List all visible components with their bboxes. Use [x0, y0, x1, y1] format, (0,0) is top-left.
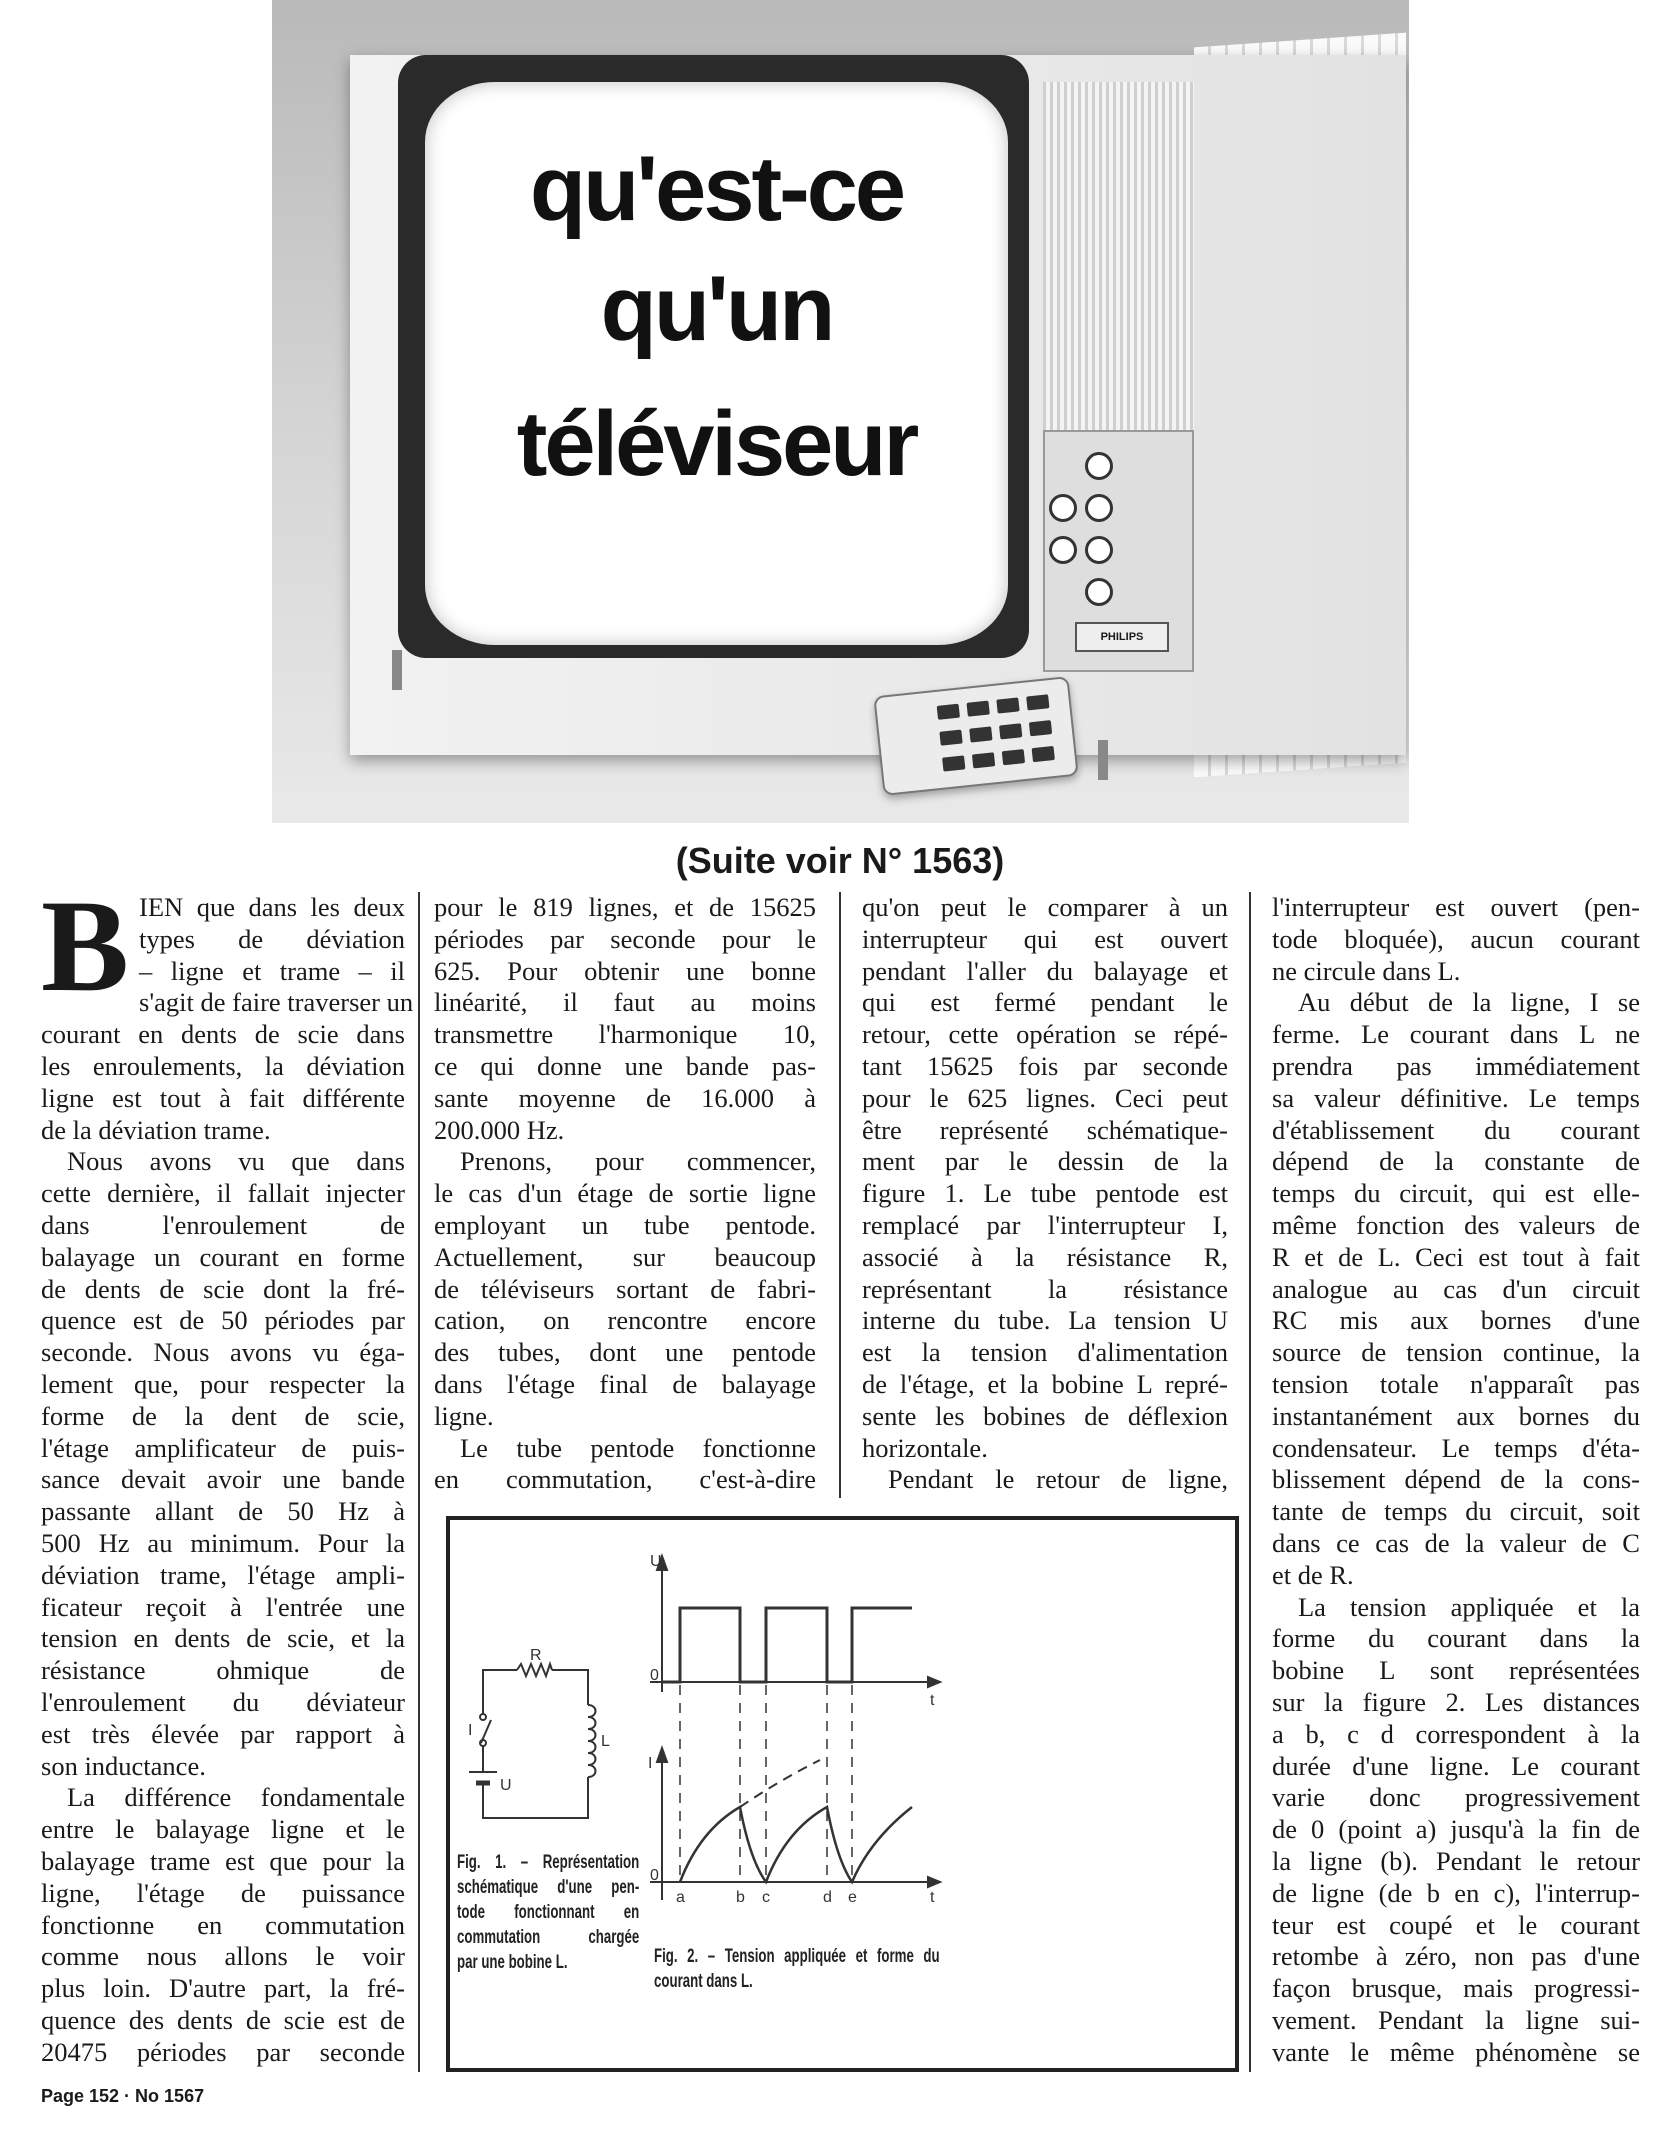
fig2-guides	[680, 1685, 852, 1880]
text-line: ficateur reçoit à l'entrée une	[41, 1591, 405, 1622]
text-line: analogue au cas d'un circuit	[1272, 1273, 1640, 1304]
text-line: Le tube pentode fonctionne	[460, 1432, 816, 1463]
text-line: est la tension d'alimentation	[862, 1337, 1228, 1368]
inductor-icon	[588, 1705, 596, 1777]
article-title-line: téléviseur	[516, 393, 917, 495]
arrow-icon	[657, 1748, 667, 1762]
text-line: remplacé par l'interrupteur I,	[862, 1209, 1228, 1240]
text-line: balayage un courant en forme	[41, 1241, 405, 1272]
text-line: types de déviation	[139, 923, 405, 954]
text-line: comme nous allons le voir	[41, 1941, 405, 1972]
wire	[483, 1670, 517, 1714]
text-line: associé à la résistance R,	[862, 1241, 1228, 1272]
caption-line: Fig. 1. – Représentation	[457, 1851, 640, 1873]
text-line: façon brusque, mais progressi-	[1272, 1973, 1640, 2004]
label-U: U	[500, 1777, 512, 1794]
zero-label: 0	[650, 1867, 659, 1884]
text-line: des tubes, dont une pentode	[434, 1337, 816, 1368]
current-sawtooth	[680, 1807, 912, 1882]
text-line: teur est coupé et le courant	[1272, 1909, 1640, 1940]
text-line: l'étage amplificateur de puis-	[41, 1432, 405, 1463]
text-line: interrupteur qui est ouvert	[862, 923, 1228, 954]
figure-1-caption	[457, 1850, 642, 1975]
text-line: pendant l'aller du balayage et	[862, 955, 1228, 986]
point-b: b	[736, 1889, 745, 1906]
text-line: les enroulements, la déviation	[41, 1050, 405, 1081]
text-line: ligne.	[434, 1400, 494, 1431]
text-line: sa valeur définitive. Le temps	[1272, 1082, 1640, 1113]
text-line: figure 1. Le tube pentode est	[862, 1178, 1228, 1209]
text-line: instantanément aux bornes du	[1272, 1400, 1640, 1431]
text-line: cette dernière, il fallait injecter	[41, 1178, 405, 1209]
text-line: quence est de 50 périodes par	[41, 1305, 405, 1336]
text-line: de téléviseurs sortant de fabri-	[434, 1273, 816, 1304]
zero-label: 0	[650, 1667, 659, 1684]
text-line: vement. Pendant la ligne sui-	[1272, 2004, 1640, 2035]
resistor-icon	[517, 1664, 552, 1676]
text-line: de l'étage, et la bobine L repré-	[862, 1368, 1228, 1399]
text-line: sance devait avoir une bande	[41, 1464, 405, 1495]
caption-line: par une bobine L.	[457, 1951, 568, 1973]
article-title-line: qu'est-ce	[529, 138, 904, 240]
text-line: condensateur. Le temps d'éta-	[1272, 1432, 1640, 1463]
text-line: représentant la résistance	[862, 1273, 1228, 1304]
text-line: 500 Hz au minimum. Pour la	[41, 1527, 405, 1558]
text-line: R et de L. Ceci est tout à fait	[1272, 1241, 1640, 1272]
text-line: plus loin. D'autre part, la fré-	[41, 1973, 405, 2004]
text-line: varie donc progressivement	[1272, 1782, 1640, 1813]
text-line: sante moyenne de 16.000 à	[434, 1082, 816, 1113]
text-line: horizontale.	[862, 1432, 988, 1463]
text-line: même fonction des valeurs de	[1272, 1209, 1640, 1240]
text-line: cation, on rencontre encore	[434, 1305, 816, 1336]
text-line: La tension appliquée et la	[1298, 1591, 1640, 1622]
text-line: tant 15625 fois par seconde	[862, 1050, 1228, 1081]
text-line: dans l'enroulement de	[41, 1209, 405, 1240]
axis-label-U: U	[650, 1553, 662, 1570]
caption-line: tode fonctionnant en	[457, 1901, 640, 1923]
text-line: la ligne (b). Pendant le retour	[1272, 1845, 1640, 1876]
text-line: l'interrupteur est ouvert (pen-	[1272, 892, 1640, 922]
text-line: ment par le dessin de la	[862, 1146, 1228, 1177]
point-e: e	[848, 1889, 857, 1906]
fig1-circuit	[469, 1664, 596, 1818]
text-line: ce qui donne une bande pas-	[434, 1050, 816, 1081]
text-line: retour, cette opération se répé-	[862, 1019, 1228, 1050]
text-line: déviation trame, l'étage ampli-	[41, 1559, 405, 1590]
text-line: courant en dents de scie dans	[41, 1019, 405, 1050]
text-line: RC mis aux bornes d'une	[1272, 1305, 1640, 1336]
text-line: périodes par seconde pour le	[434, 923, 816, 954]
text-line: Actuellement, sur beaucoup	[434, 1241, 816, 1272]
arrow-icon	[928, 1677, 940, 1687]
text-line: d'établissement du courant	[1272, 1114, 1640, 1145]
voltage-square-wave	[662, 1608, 912, 1682]
axis-label-t: t	[930, 1889, 935, 1906]
text-line: lement que, pour respecter la	[41, 1368, 405, 1399]
switch-contact	[480, 1740, 486, 1746]
text-line: être représenté schématique-	[862, 1114, 1228, 1145]
text-line: a b, c d correspondent à la	[1272, 1718, 1640, 1749]
point-a: a	[676, 1889, 685, 1906]
text-line: linéarité, il faut au moins	[434, 987, 816, 1018]
article-title-line: qu'un	[600, 258, 833, 360]
text-line: s'agit de faire traverser un	[139, 987, 414, 1018]
current-extrapolation	[740, 1760, 820, 1807]
text-line: forme du courant dans la	[1272, 1623, 1640, 1654]
page-footer: Page 152 · No 1567	[41, 2086, 205, 2106]
text-line: Prenons, pour commencer,	[460, 1146, 816, 1177]
text-line: source de tension continue, la	[1272, 1337, 1640, 1368]
figure-2-caption	[654, 1944, 944, 1994]
caption-line: Fig. 2. – Tension appliquée et forme du	[654, 1945, 940, 1967]
text-line: IEN que dans les deux	[139, 892, 405, 922]
point-d: d	[823, 1889, 832, 1906]
axis-label-t: t	[930, 1692, 935, 1709]
text-line: 20475 périodes par seconde	[41, 2036, 405, 2067]
text-line: dépend de la constante de	[1272, 1146, 1640, 1177]
text-line: tode bloquée), aucun courant	[1272, 923, 1640, 954]
text-line: prendra pas immédiatement	[1272, 1050, 1640, 1081]
text-line: La différence fondamentale	[67, 1782, 405, 1813]
text-line: employant un tube pentode.	[434, 1209, 816, 1240]
text-line: l'enroulement du déviateur	[41, 1686, 405, 1717]
text-line: ferme. Le courant dans L ne	[1272, 1019, 1640, 1050]
text-line: forme de la dent de scie,	[41, 1400, 405, 1431]
text-line: le cas d'un étage de sortie ligne	[434, 1178, 816, 1209]
text-line: durée d'une ligne. Le courant	[1272, 1750, 1640, 1781]
text-line: Au début de la ligne, I se	[1298, 987, 1640, 1018]
text-line: son inductance.	[41, 1750, 206, 1781]
text-line: seconde. Nous avons vu éga-	[41, 1337, 405, 1368]
text-line: sente les bobines de déflexion	[862, 1400, 1228, 1431]
text-line: en commutation, c'est-à-dire	[434, 1464, 816, 1495]
text-line: tante de temps du circuit, soit	[1272, 1496, 1640, 1527]
label-I: I	[468, 1722, 473, 1739]
text-line: quence des dents de scie est de	[41, 2004, 405, 2035]
text-line: tension totale n'apparaît pas	[1272, 1368, 1640, 1399]
text-line: dans ce cas de la valeur de C	[1272, 1527, 1640, 1558]
brand-label: PHILIPS	[1075, 622, 1169, 652]
fig2-voltage-plot	[650, 1556, 940, 1692]
text-line: dans l'étage final de balayage	[434, 1368, 816, 1399]
text-line: interne du tube. La tension U	[862, 1305, 1228, 1336]
axis-label-I: I	[648, 1755, 653, 1772]
label-R: R	[530, 1647, 542, 1664]
drop-cap: B	[41, 872, 130, 1019]
text-line: balayage trame est que pour la	[41, 1845, 405, 1876]
point-c: c	[762, 1889, 770, 1906]
wire	[552, 1670, 588, 1705]
text-line: de ligne (de b en c), l'interrup-	[1272, 1877, 1640, 1908]
text-line: et de R.	[1272, 1559, 1354, 1590]
continuation-heading: (Suite voir N° 1563)	[675, 840, 1005, 881]
text-line: qu'on peut le comparer à un	[862, 892, 1228, 922]
text-line: temps du circuit, qui est elle-	[1272, 1178, 1640, 1209]
fig2-current-plot	[650, 1748, 940, 1900]
text-line: de la déviation trame.	[41, 1114, 271, 1145]
text-line: tension en dents de scie, et la	[41, 1623, 405, 1654]
text-line: de 0 (point a) jusqu'à la fin de	[1272, 1814, 1640, 1845]
text-line: ne circule dans L.	[1272, 955, 1461, 986]
switch-contact	[480, 1714, 486, 1720]
text-line: qui est fermé pendant le	[862, 987, 1228, 1018]
caption-line: courant dans L.	[654, 1970, 753, 1992]
text-line: Pendant le retour de ligne,	[888, 1464, 1228, 1495]
text-line: blissement dépend de la cons-	[1272, 1464, 1640, 1495]
text-line: retombe à zéro, non pas d'une	[1272, 1941, 1640, 1972]
text-line: de dents de scie dont la fré-	[41, 1273, 405, 1304]
text-line: – ligne et trame – il	[139, 955, 405, 986]
text-line: pour le 819 lignes, et de 15625	[434, 892, 816, 922]
text-line: fonctionne en commutation	[41, 1909, 405, 1940]
text-line: bobine L sont représentées	[1272, 1655, 1640, 1686]
caption-line: commutation chargée	[457, 1926, 640, 1948]
text-line: est très élevée par rapport à	[41, 1718, 405, 1749]
text-line: vante le même phénomène se	[1272, 2036, 1640, 2067]
text-line: 625. Pour obtenir une bonne	[434, 955, 816, 986]
text-line: ligne, l'étage de puissance	[41, 1877, 405, 1908]
text-line: passante allant de 50 Hz à	[41, 1496, 405, 1527]
arrow-icon	[928, 1877, 940, 1887]
text-line: transmettre l'harmonique 10,	[434, 1019, 816, 1050]
text-line: 200.000 Hz.	[434, 1114, 565, 1145]
text-line: Nous avons vu que dans	[67, 1146, 405, 1177]
text-line: pour le 625 lignes. Ceci peut	[862, 1082, 1228, 1113]
text-line: résistance ohmique de	[41, 1655, 405, 1686]
text-line: ligne est tout à fait différente	[41, 1082, 405, 1113]
text-line: sur la figure 2. Les distances	[1272, 1686, 1640, 1717]
label-L: L	[601, 1733, 610, 1750]
wire	[483, 1777, 588, 1818]
text-line: entre le balayage ligne et le	[41, 1814, 405, 1845]
caption-line: schématique d'une pen-	[457, 1876, 640, 1898]
